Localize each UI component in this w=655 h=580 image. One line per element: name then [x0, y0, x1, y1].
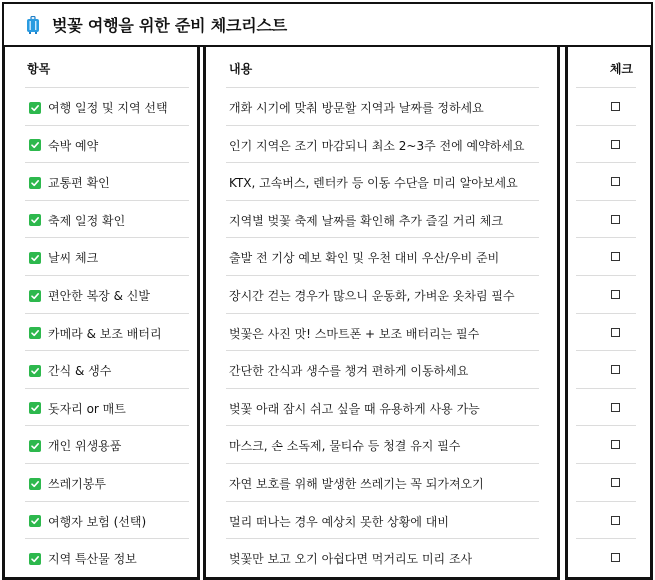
suitcase-icon: [26, 16, 40, 34]
green-check-icon: [29, 553, 41, 565]
list-item: [29, 513, 146, 530]
row-divider: [25, 425, 189, 426]
item-description: 인기 지역은 조기 마감되니 최소 2~3주 전에 예약하세요: [229, 138, 525, 153]
list-item: [29, 99, 168, 116]
checkbox[interactable]: [611, 440, 620, 449]
item-label: 돗자리 or 매트: [48, 401, 126, 416]
checkbox[interactable]: [611, 177, 620, 186]
green-check-icon: [29, 365, 41, 377]
row-divider: [25, 388, 189, 389]
row-divider: [576, 425, 636, 426]
checkbox[interactable]: [611, 102, 620, 111]
row-divider: [25, 501, 189, 502]
green-check-icon: [29, 515, 41, 527]
row-divider: [25, 275, 189, 276]
item-label: 여행 일정 및 지역 선택: [48, 101, 168, 115]
row-divider: [576, 275, 636, 276]
checkbox-cell: [611, 249, 620, 264]
row-divider: [576, 538, 636, 539]
item-description: 자연 보호를 위해 발생한 쓰레기는 꼭 되가져오기: [229, 477, 484, 491]
item-description: 벚꽃은 사진 맛! 스마트폰 + 보조 배터리는 필수: [229, 326, 480, 341]
row-divider: [226, 350, 539, 351]
row-divider: [25, 313, 189, 314]
row-divider: [576, 350, 636, 351]
row-divider: [226, 87, 539, 88]
row-divider: [226, 501, 539, 502]
row-divider: [25, 200, 189, 201]
item-description: 벚꽃만 보고 오기 아쉽다면 먹거리도 미리 조사: [229, 552, 473, 567]
item-description: 벚꽃 아래 잠시 쉬고 싶을 때 유용하게 사용 가능: [229, 401, 480, 416]
list-item: [29, 137, 98, 154]
checkbox[interactable]: [611, 365, 620, 374]
item-description: KTX, 고속버스, 렌터카 등 이동 수단을 미리 알아보세요: [229, 176, 518, 191]
row-divider: [25, 87, 189, 88]
checkbox[interactable]: [611, 252, 620, 261]
row-divider: [576, 162, 636, 163]
content-header: 내용: [229, 62, 253, 76]
checkbox[interactable]: [611, 553, 620, 562]
checkbox[interactable]: [611, 290, 620, 299]
green-check-icon: [29, 327, 41, 339]
row-divider: [226, 313, 539, 314]
list-item: [29, 325, 162, 342]
row-divider: [576, 501, 636, 502]
list-item: [29, 249, 98, 266]
row-divider: [226, 125, 539, 126]
checkbox[interactable]: [611, 478, 620, 487]
row-divider: [25, 125, 189, 126]
row-divider: [576, 87, 636, 88]
item-label: 날씨 체크: [48, 251, 99, 266]
green-check-icon: [29, 252, 41, 264]
row-divider: [226, 200, 539, 201]
item-description: 지역별 벚꽃 축제 날짜를 확인해 추가 즐길 거리 체크: [229, 213, 503, 228]
row-divider: [576, 388, 636, 389]
item-column: [2, 47, 200, 580]
item-description: 마스크, 손 소독제, 물티슈 등 청결 유지 필수: [229, 439, 461, 454]
row-divider: [576, 313, 636, 314]
list-item: [29, 287, 150, 304]
item-description: 출발 전 기상 예보 확인 및 우천 대비 우산/우비 준비: [229, 251, 500, 266]
item-label: 쓰레기봉투: [48, 477, 106, 491]
row-divider: [576, 200, 636, 201]
checkbox[interactable]: [611, 403, 620, 412]
list-item: [29, 475, 106, 492]
checkbox-cell: [611, 325, 620, 340]
item-description: 장시간 걷는 경우가 많으니 운동화, 가벼운 옷차림 필수: [229, 289, 515, 303]
item-header: 항목: [27, 62, 51, 76]
checkbox-cell: [611, 362, 620, 377]
checkbox-cell: [611, 212, 620, 227]
checkbox-cell: [611, 550, 620, 565]
title-bar: [2, 2, 653, 47]
checkbox[interactable]: [611, 516, 620, 525]
green-check-icon: [29, 402, 41, 414]
item-description: 간단한 간식과 생수를 챙겨 편하게 이동하세요: [229, 364, 469, 379]
checkbox[interactable]: [611, 328, 620, 337]
list-item: [29, 400, 126, 417]
row-divider: [25, 463, 189, 464]
checkbox-cell: [611, 174, 620, 189]
checkbox-cell: [611, 137, 620, 152]
item-label: 편안한 복장 & 신발: [48, 289, 150, 303]
checkbox-cell: [611, 475, 620, 490]
row-divider: [226, 237, 539, 238]
checkbox-cell: [611, 287, 620, 302]
item-label: 지역 특산물 정보: [48, 552, 137, 567]
check-header: 체크: [609, 62, 633, 76]
check-column: [565, 47, 653, 580]
checkbox-cell: [611, 400, 620, 415]
row-divider: [25, 237, 189, 238]
page-title: 벚꽃 여행을 위한 준비 체크리스트: [52, 16, 288, 35]
row-divider: [226, 538, 539, 539]
list-item: [29, 550, 137, 567]
row-divider: [25, 350, 189, 351]
checkbox-cell: [611, 513, 620, 528]
green-check-icon: [29, 478, 41, 490]
item-label: 카메라 & 보조 배터리: [48, 326, 162, 341]
row-divider: [226, 388, 539, 389]
row-divider: [25, 538, 189, 539]
list-item: [29, 437, 121, 454]
item-label: 여행자 보험 (선택): [48, 514, 147, 529]
row-divider: [25, 162, 189, 163]
list-item: [29, 212, 125, 229]
checkbox-cell: [611, 437, 620, 452]
checkbox-cell: [611, 99, 620, 114]
row-divider: [576, 463, 636, 464]
row-divider: [226, 275, 539, 276]
list-item: [29, 174, 110, 191]
item-description: 개화 시기에 맞춰 방문할 지역과 날짜를 정하세요: [229, 101, 484, 115]
row-divider: [576, 125, 636, 126]
content-column: [203, 47, 560, 580]
green-check-icon: [29, 139, 41, 151]
list-item: [29, 362, 111, 379]
row-divider: [576, 237, 636, 238]
row-divider: [226, 463, 539, 464]
green-check-icon: [29, 214, 41, 226]
row-divider: [226, 162, 539, 163]
item-label: 교통편 확인: [48, 176, 110, 191]
item-label: 숙박 예약: [48, 138, 99, 153]
checkbox[interactable]: [611, 140, 620, 149]
green-check-icon: [29, 177, 41, 189]
item-label: 축제 일정 확인: [48, 213, 126, 228]
row-divider: [226, 425, 539, 426]
item-label: 개인 위생용품: [48, 439, 122, 454]
green-check-icon: [29, 102, 41, 114]
item-description: 멀리 떠나는 경우 예상치 못한 상황에 대비: [229, 514, 449, 529]
item-label: 간식 & 생수: [48, 364, 112, 379]
checkbox[interactable]: [611, 215, 620, 224]
green-check-icon: [29, 290, 41, 302]
green-check-icon: [29, 440, 41, 452]
